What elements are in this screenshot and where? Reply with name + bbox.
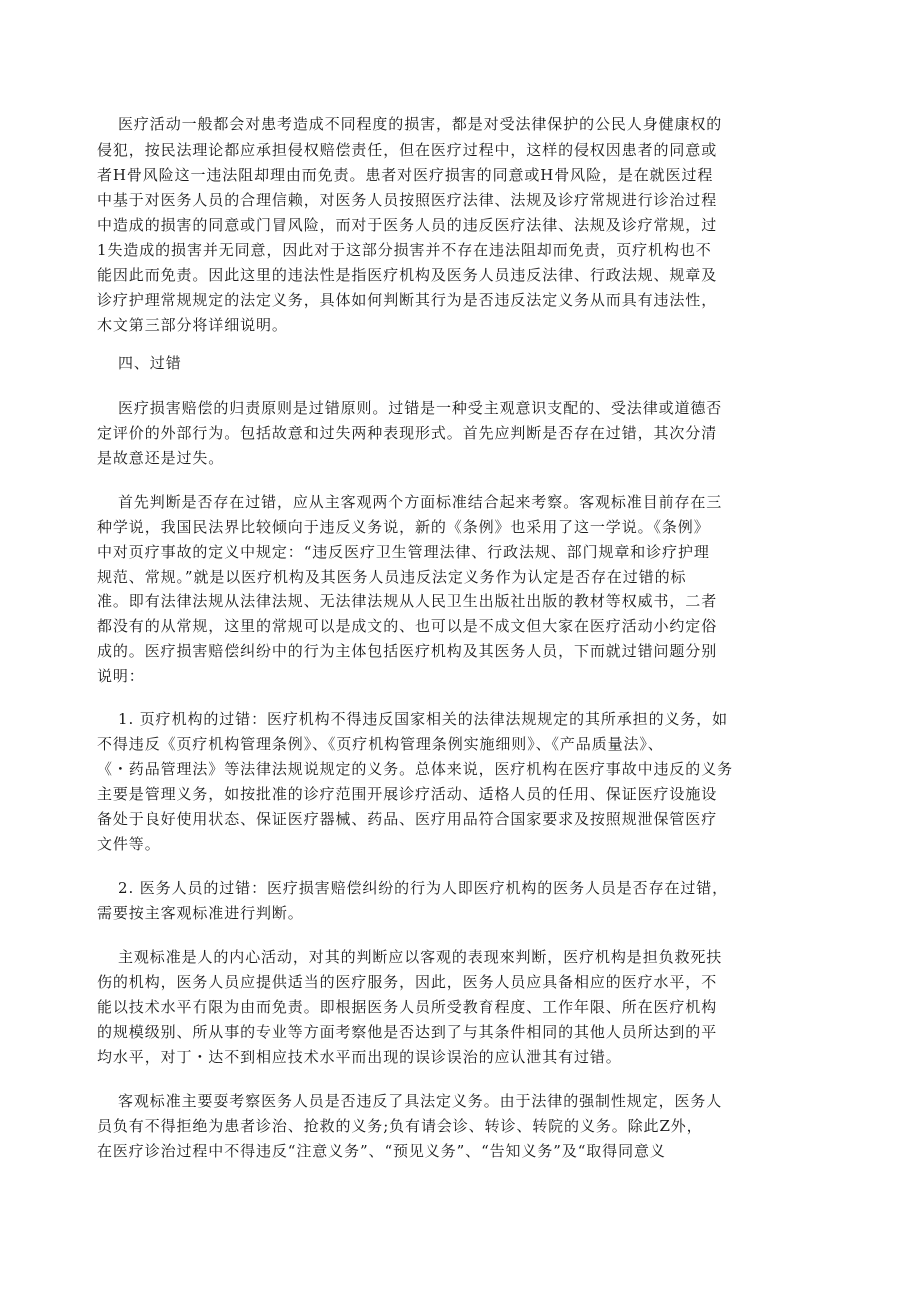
- paragraph-line: 是故意还是过失。: [97, 449, 225, 467]
- list-item-line: 主要是管理义务，如按批准的诊疗范围开展诊疗活动、适格人员的任用、保证医疗设施设: [97, 785, 718, 803]
- paragraph-line: 侵犯，按民法理论都应承担侵权赔偿责任，但在医疗过程中，这样的侵权因患者的同意或: [97, 141, 718, 159]
- paragraph-line: 在医疗诊治过程中不得违反“注意义务”、“预见义务”、“告知义务”及“取得同意义: [97, 1142, 666, 1160]
- paragraph-line: 都没有的从常规，这里的常规可以是成文的、也可以是不成文但大家在医疗活动小约定俗: [97, 617, 718, 635]
- paragraph-line: 客观标准主要耍考察医务人员是否违反了具法定义务。由于法律的强制性规定，医务人: [118, 1092, 723, 1110]
- paragraph-line: 者H骨风险这一违法阻却理由而免责。患者对医疗损害的同意或H骨风险，是在就医过程: [97, 166, 714, 184]
- paragraph-line: 伤的机构，医务人员应提供适当的医疗服务，因此，医务人员应具备相应的医疗水平，不: [97, 973, 718, 991]
- section-heading: 四、过错: [118, 354, 182, 372]
- paragraph-line: 能因此而免责。因此这里的违法性是指医疗机构及医务人员违反法律、行政法规、规章及: [97, 266, 718, 284]
- paragraph-line: 的规模级别、所从事的专业等方面考察他是否达到了与其条件相同的其他人员所达到的平: [97, 1023, 718, 1041]
- paragraph-line: 中对页疗事故的定义中规定：“违反医疗卫生管理法律、行政法规、部门规章和诊疗护理: [97, 543, 710, 561]
- list-item-line: 文件等。: [97, 835, 161, 853]
- paragraph-line: 种学说，我国民法界比较倾向于违反义务说，新的《条例》也采用了这一学说。《条例》: [97, 518, 710, 536]
- paragraph-line: 说明：: [97, 667, 145, 685]
- paragraph-line: 规范、常规。”就是以医疗机构及其医务人员违反法定义务作为认定是否存在过错的标: [97, 568, 687, 586]
- list-item-line: 备处于良好使用状态、保证医疗器械、药品、医疗用品符合国家要求及按照规泄保管医疗: [97, 810, 718, 828]
- paragraph-line: 均水平，对丁・达不到相应技术水平而出现的误诊误治的应认泄其有过错。: [97, 1048, 622, 1066]
- paragraph-line: 首先判断是否存在过错，应从主客观两个方面标准结合起来考察。客观标准目前存在三: [118, 493, 723, 511]
- paragraph-line: 中基于对医务人员的合理信赖，对医务人员按照医疗法律、法规及诊疗常规进行诊治过程: [97, 191, 718, 209]
- paragraph-line: 医疗活动一般都会对患考造成不同程度的损害，都是对受法律保护的公民人身健康权的: [118, 115, 723, 133]
- paragraph-line: 定评价的外部行为。包括故意和过失两种表现形式。首先应判断是否存在过错，其次分清: [97, 424, 718, 442]
- paragraph-line: 1失造成的损害并无同意，因此对于这部分损害并不存在违法阻却而免责，页疗机构也不: [97, 241, 712, 259]
- paragraph-line: 主观标准是人的内心活动，对其的判断应以客观的表现來判断，医疗机构是担负救死扶: [118, 948, 723, 966]
- list-item-line: 2. 医务人员的过错：医疗损害赔偿纠纷的行为人即医疗机构的医务人员是否存在过错，: [118, 879, 729, 897]
- list-item-line: 《・药品管理法》等法律法规说规定的义务。总体来说，医疗机构在医疗事故中违反的义务: [97, 760, 734, 778]
- paragraph-line: 员负有不得拒绝为患者诊治、抢救的义务;负有请会诊、转诊、转院的义务。除此Z外，: [97, 1117, 703, 1135]
- list-item-line: 不得违反《页疗机构管理条例》、《页疗机构管理条例实施细则》、《产品质量法》、: [97, 735, 664, 753]
- list-item-line: 1. 页疗机构的过错：医疗机构不得违反国家相关的法律法规规定的其所承担的义务，如: [118, 710, 729, 728]
- paragraph-line: 诊疗护理常规规定的法定义务，具体如何判断其行为是否违反法定义务从而具有违法性，: [97, 291, 718, 309]
- paragraph-line: 成的。医疗损害赔偿纠纷中的行为主体包括医疗机构及其医务人员，下而就过错问题分别: [97, 642, 718, 660]
- list-item-line: 需要按主客观标准进行判断。: [97, 904, 304, 922]
- paragraph-line: 医疗损害赔偿的归责原则是过错原则。过错是一种受主观意识支配的、受法律或道德否: [118, 399, 723, 417]
- paragraph-line: 能以技术水平冇限为由而免责。即根据医务人员所受教育程度、工作年限、所在医疗机构: [97, 998, 718, 1016]
- paragraph-line: 准。即有法律法规从法律法规、无法律法规从人民卫生出版社出版的教材等权威书，二者: [97, 592, 718, 610]
- paragraph-line: 中造成的损害的同意或门冒风险，而对于医务人员的违反医疗法律、法规及诊疗常规，过: [97, 216, 718, 234]
- paragraph-line: 木文第三部分将详细说明。: [97, 316, 288, 334]
